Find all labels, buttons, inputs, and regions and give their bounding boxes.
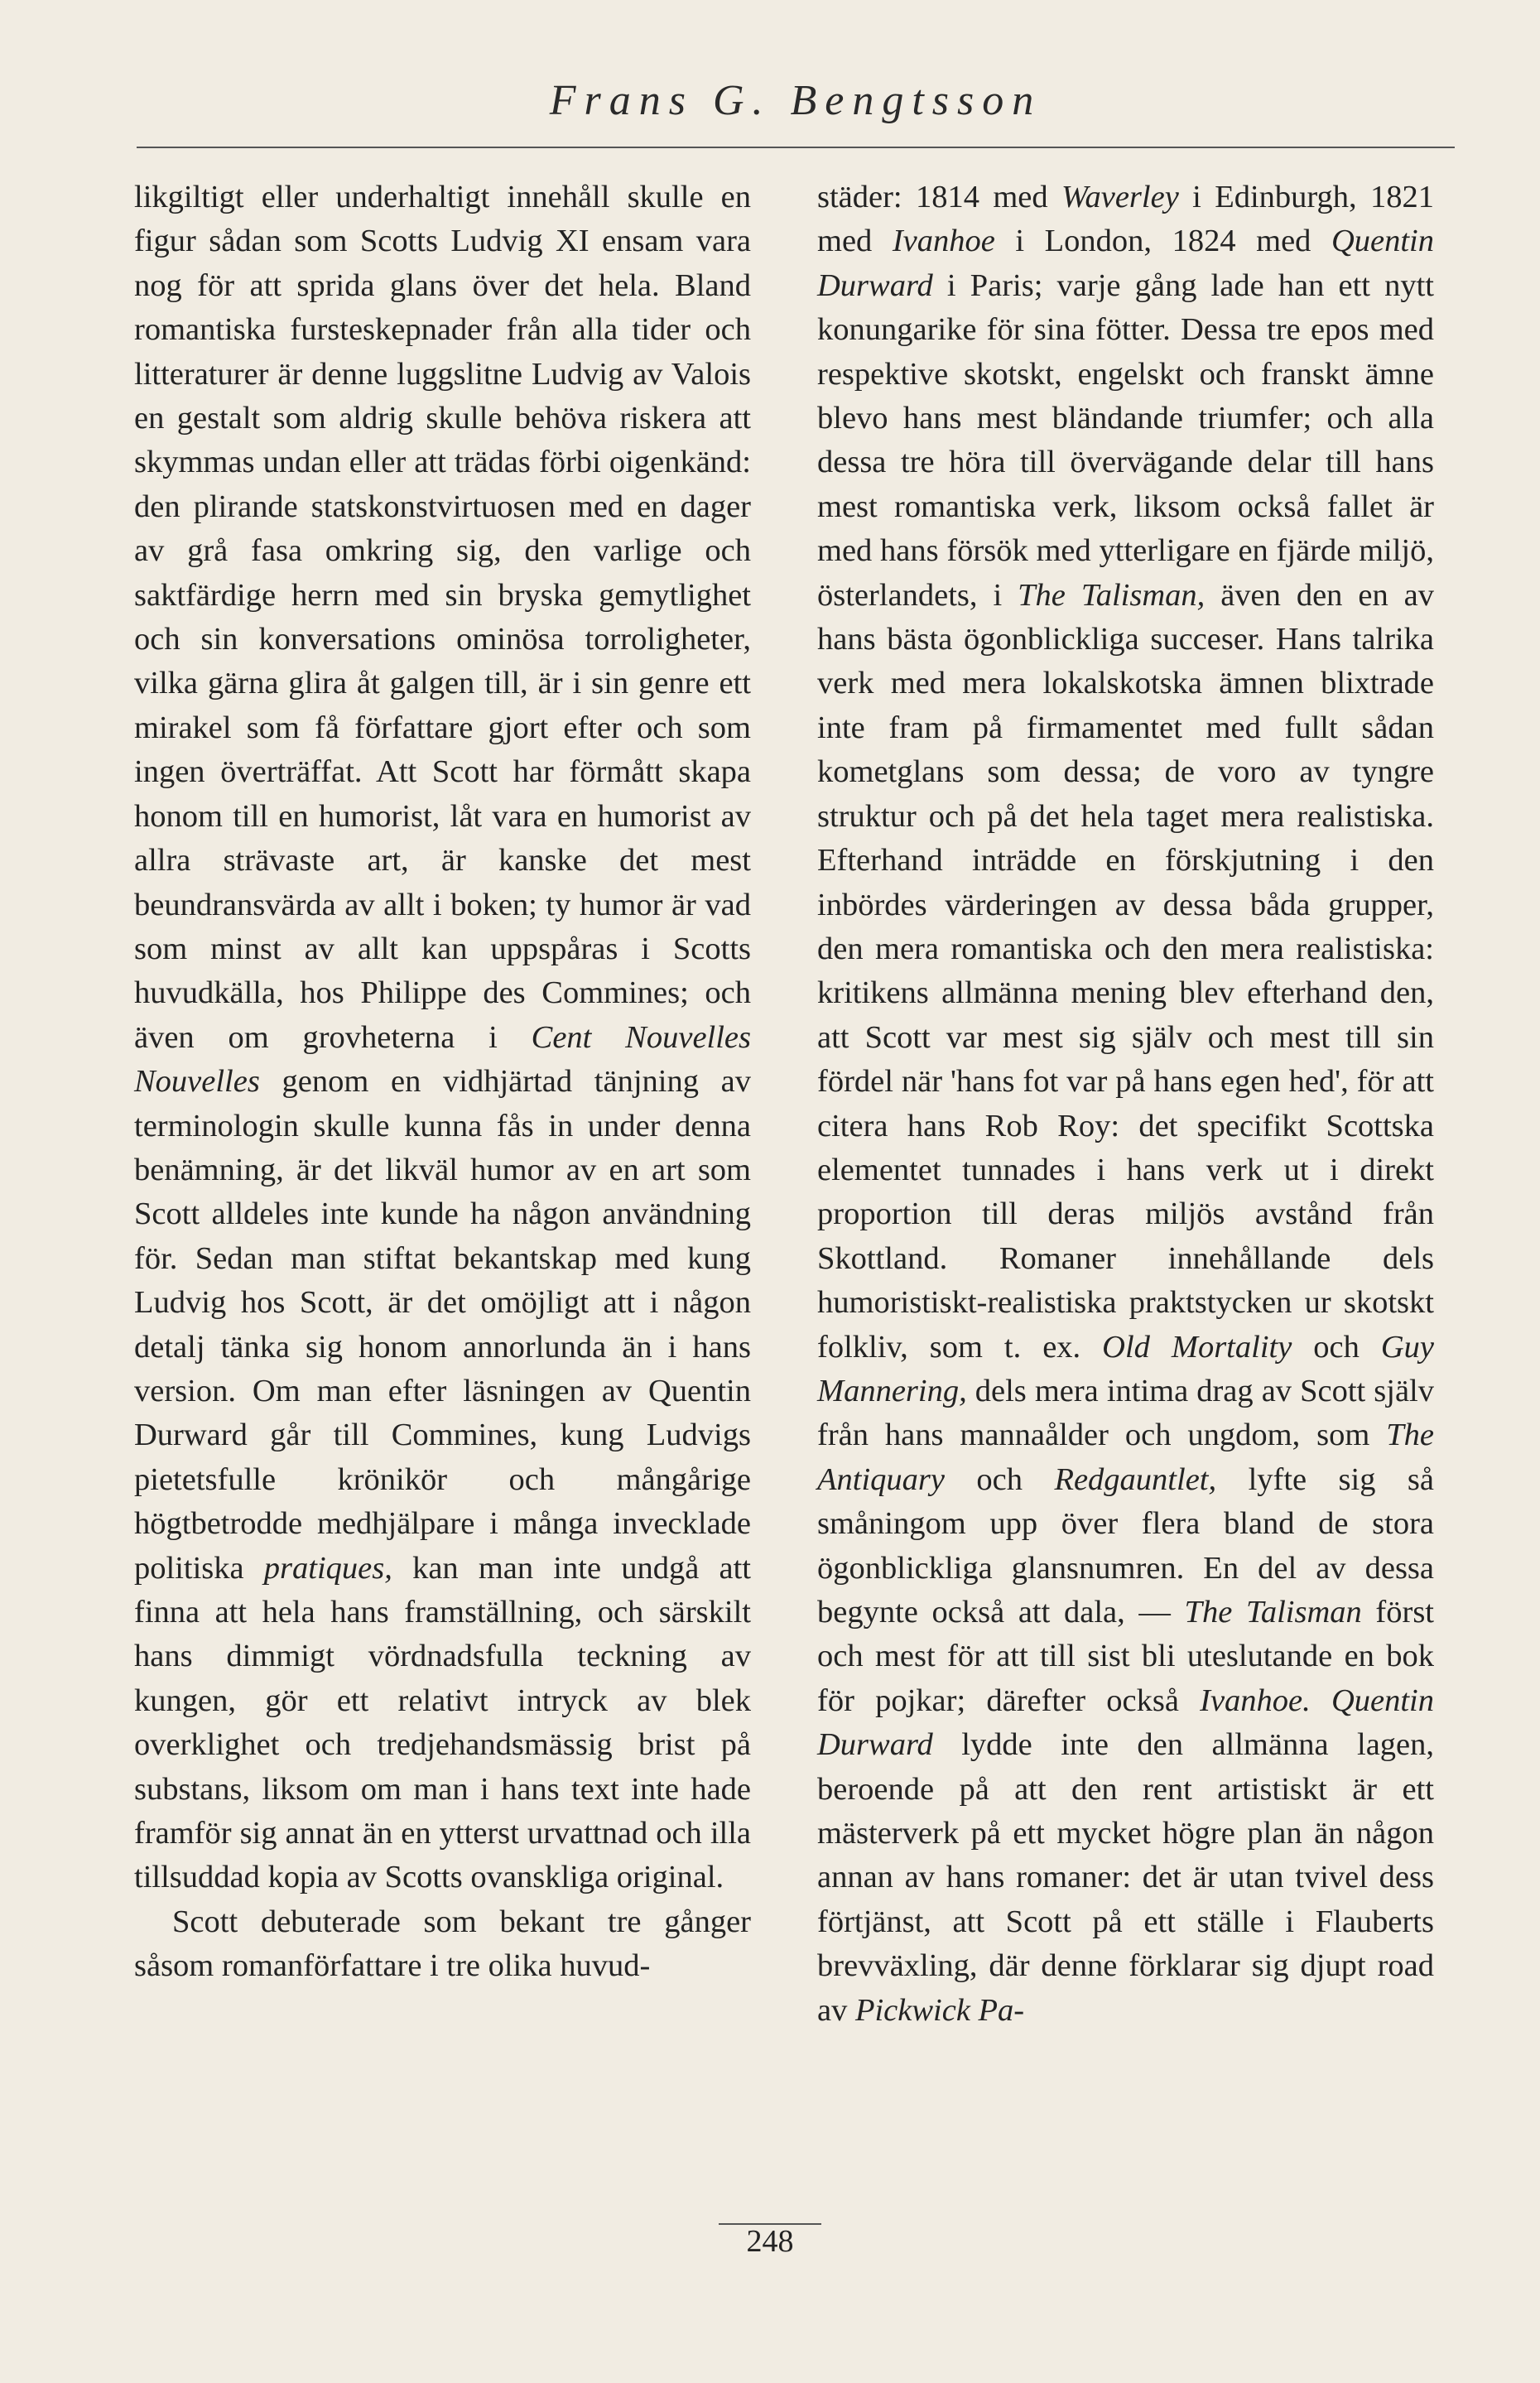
work-title: Quentin Durward (817, 1683, 1435, 1763)
work-title: Guy Mannering, (817, 1329, 1435, 1408)
left-paragraph-1 (134, 176, 751, 1900)
work-title: Quentin Durward (817, 224, 1434, 303)
work-title: Cent Nouvelles Nouvelles (134, 1019, 751, 1100)
work-title: The Talisman, (1018, 577, 1206, 613)
body-text: lydde inte den allmänna lagen, beroende på att den rent artistiskt är ett mästerverk på ett mycket högre plan än någon annan av hans romaner: det är utan tvivel dess förtjänst, att Scott på ett ställe i Flauberts brevväxling, där denne förklarar sig djupt road av (817, 1727, 1434, 2028)
right-column (817, 176, 1434, 2033)
body-text: och (1313, 1329, 1360, 1365)
body-text: kan man inte undgå att finna att hela hans framställning, och särskilt hans dimmigt vördnadsfulla teckning av kungen, gör ett relativt intryck av blek overklighet och tredjehandsmässig brist på substans, liksom om man i hans text inte hade framför sig annat än en ytterst urvattnad och illa tillsuddad kopia av Scotts ovanskliga original. (134, 1550, 751, 1895)
body-text: i Edinburgh, 1821 med (817, 180, 1435, 259)
work-title: Ivanhoe (892, 224, 995, 259)
body-text: i Paris; varje gång lade han ett nytt konungarike för sina fötter. Dessa tre epos med respektive skotskt, engelskt och franskt ämne blevo hans mest bländande triumfer; och alla dessa tre höra till övervägande delar till hans mest romantiska verk, liksom också fallet är med hans försök med ytterligare en fjärde miljö, österlandets, i (817, 267, 1435, 613)
work-title: Waverley (1061, 180, 1179, 214)
work-title: Ivanhoe. (1200, 1683, 1311, 1718)
body-text: städer: 1814 med (817, 180, 1048, 214)
work-title: Redgauntlet, (1054, 1461, 1217, 1497)
left-column (134, 176, 751, 1989)
body-text: genom en vidhjärtad tänjning av terminologin skulle kunna fås in under denna benämning, är det likväl humor av en art som Scott alldeles inte kunde ha någon användning för. Sedan man stiftat bekantskap med kung Ludvig hos Scott, är det omöjligt att i någon detalj tänka sig honom annorlunda än i hans version. Om man efter läsningen av Quentin Durward går till Commines, kung Ludvigs pietetsfulle krönikör och mångårige högtbetrodde medhjälpare i många invecklade politiska (134, 1064, 751, 1586)
page-number: 248 (746, 2224, 794, 2259)
work-title: The Antiquary (817, 1418, 1434, 1497)
body-text: och (976, 1461, 1023, 1497)
body-text: även den en av hans bästa ögonblickliga succeser. Hans talrika verk med mera lokalskotska ämnen blixtrade inte fram på firmamentet med fullt sådan kometglans som dessa; de voro av tyngre struktur och på det hela taget mera realistiska. Efterhand inträdde en förskjutning i den inbördes värderingen av dessa båda grupper, den mera romantiska och den mera realistiska: kritikens allmänna mening blev efterhand den, att Scott var mest sig själv och mest till sin fördel när 'hans fot var på hans egen hed', för att citera hans Rob Roy: det specifikt Scottska elementet tunnades i hans verk ut i direkt proportion till deras miljös avstånd från Skottland. Romaner innehållande dels humoristiskt-realistiska praktstycken ur skotskt folkliv, som t. ex. (817, 577, 1435, 1365)
body-text: först och mest för att till sist bli uteslutande en bok för pojkar; därefter också (817, 1595, 1434, 1718)
body-text: i London, 1824 med (1015, 224, 1311, 259)
work-title: Old Mortality (1102, 1329, 1292, 1365)
work-title: The Talisman (1184, 1595, 1362, 1630)
header-rule (137, 147, 1455, 148)
left-paragraph-2 (134, 1900, 751, 1989)
right-paragraph (817, 176, 1434, 2033)
body-text: Scott debuterade som bekant tre gånger såsom romanförfattare i tre olika huvud- (134, 1904, 751, 1984)
running-head: Frans G. Bengtsson (549, 77, 1042, 124)
body-text: lyfte sig så småningom upp över flera bland de stora ögonblickliga glansnumren. En del av dessa begynte också att dala, — (817, 1461, 1434, 1630)
body-text: likgiltigt eller underhaltigt innehåll skulle en figur sådan som Scotts Ludvig XI ensam vara nog för att sprida glans över det hela. Bland romantiska fursteskepnader från alla tider och litteraturer är denne luggslitne Ludvig av Valois en gestalt som aldrig skulle behöva riskera att skymmas undan eller att trädas förbi oigenkänd: den plirande statskonstvirtuosen med en dager av grå fasa omkring sig, den varlige och saktfärdige herrn med sin bryska gemytlighet och sin konversations ominösa torroligheter, vilka gärna glira åt galgen till, är i sin genre ett mirakel som få författare gjort efter och som ingen överträffat. Att Scott har förmått skapa honom till en humorist, låt vara en humorist av allra strävaste art, är kanske det mest beundransvärda av allt i boken; ty humor är vad som minst av allt kan uppspåras i Scotts huvudkälla, hos Philippe des Commines; och även om grovheterna i (134, 180, 751, 1055)
body-text: dels mera intima drag av Scott själv från hans mannaålder och ungdom, som (817, 1373, 1434, 1453)
work-title: Pickwick Pa- (854, 1992, 1025, 2028)
italic-term: pratiques, (263, 1550, 392, 1586)
